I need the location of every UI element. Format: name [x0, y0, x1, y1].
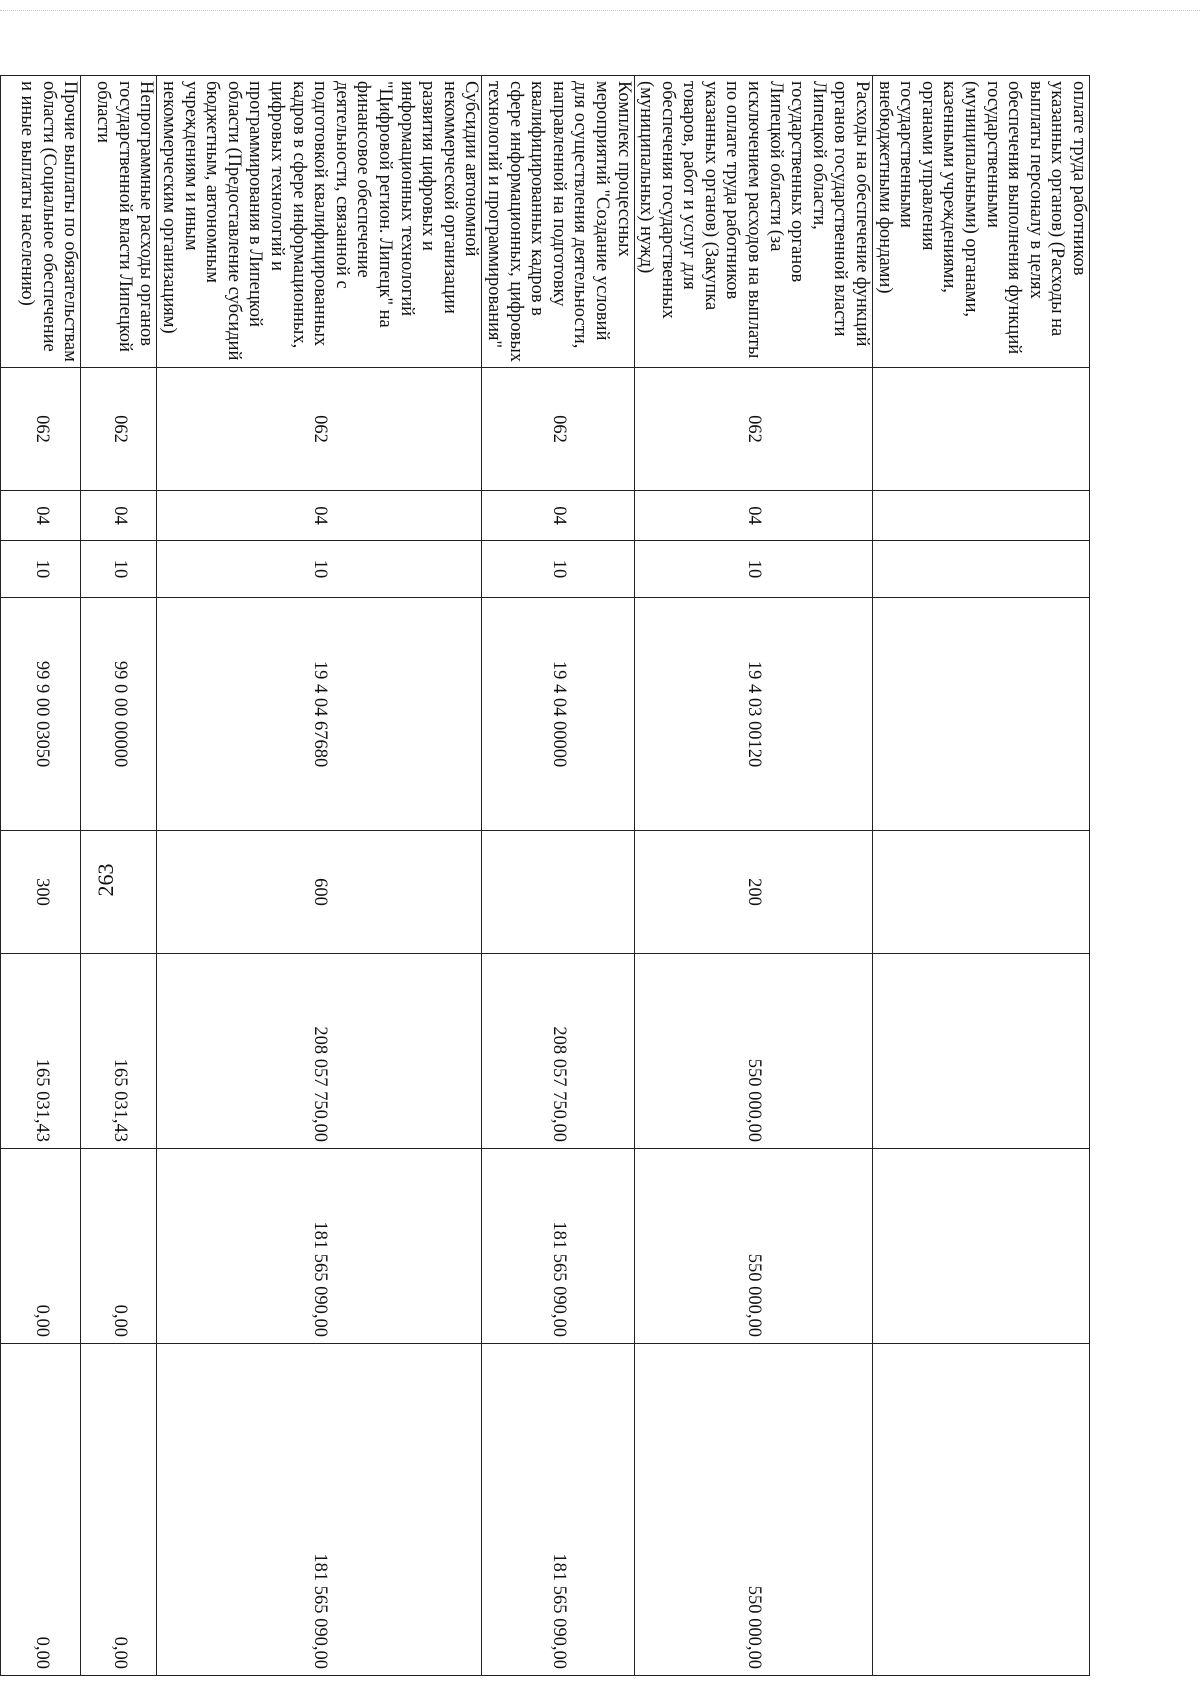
amount-year-2: 0,00 [1, 1149, 81, 1344]
subsection-code: 10 [634, 541, 873, 598]
table-row [81, 76, 157, 1676]
table-row [873, 76, 1090, 1676]
expense-type-code: 300 [1, 831, 81, 954]
amount-year-3: 181 565 090,00 [157, 1344, 482, 1676]
amount-year-2: 550 000,00 [634, 1149, 873, 1344]
row-name: Субсидии автономной некоммерческой организации развития цифровых и информационных технологий "Цифровой регион. Липецк" на финансовое обеспечение деятельности, связанной с подготовкой квалифицированных кадров в сфере информационных, цифровых технологий и программирования в Липецкой области (Предоставление субсидий бюджетным, автономным учреждениям и иным некоммерческим организациям) [157, 76, 482, 368]
row-name: Расходы на обеспечение функций органов государственной власти Липецкой области, государственных органов Липецкой области (за исключением расходов на выплаты по оплате труда работников указанных органов) (Закупка товаров, работ и услуг для обеспечения государственных (муниципальных) нужд) [634, 76, 873, 368]
amount-year-3: 0,00 [81, 1344, 157, 1676]
ved-code: 062 [157, 368, 482, 491]
section-code: 04 [482, 491, 634, 541]
amount-year-2: 0,00 [81, 1149, 157, 1344]
expense-type-code [81, 831, 157, 954]
amount-year-3: 0,00 [1, 1344, 81, 1676]
amount-year-2: 181 565 090,00 [482, 1149, 634, 1344]
amount-year-3: 181 565 090,00 [482, 1344, 634, 1676]
section-code [873, 491, 1090, 541]
row-name: Комплекс процессных мероприятий "Создание условий для осуществления деятельности, направленной на подготовку квалифицированных кадров в сфере информационных, цифровых технологий и программирования" [482, 76, 634, 368]
subsection-code: 10 [157, 541, 482, 598]
ved-code: 062 [81, 368, 157, 491]
amount-year-3 [873, 1344, 1090, 1676]
target-article-code: 19 4 04 67680 [157, 598, 482, 831]
expense-type-code [873, 831, 1090, 954]
page-number: 263 [93, 863, 118, 897]
table-row [482, 76, 634, 1676]
budget-table [0, 75, 1090, 1676]
target-article-code: 99 0 00 00000 [81, 598, 157, 831]
expense-type-code: 200 [634, 831, 873, 954]
target-article-code: 19 4 03 00120 [634, 598, 873, 831]
row-name: Непрограммные расходы органов государственной власти Липецкой области [81, 76, 157, 368]
amount-year-1: 165 031,43 [1, 954, 81, 1149]
amount-year-1: 208 057 750,00 [482, 954, 634, 1149]
row-name: Прочие выплаты по обязательствам области (Социальное обеспечение и иные выплаты населению) [1, 76, 81, 368]
subsection-code: 10 [1, 541, 81, 598]
amount-year-3: 550 000,00 [634, 1344, 873, 1676]
section-code: 04 [81, 491, 157, 541]
expense-type-code: 600 [157, 831, 482, 954]
table-row [157, 76, 482, 1676]
amount-year-1: 165 031,43 [81, 954, 157, 1149]
table-row [1, 76, 81, 1676]
target-article-code [873, 598, 1090, 831]
scan-artifact-line [0, 10, 1200, 11]
section-code: 04 [157, 491, 482, 541]
ved-code: 062 [1, 368, 81, 491]
subsection-code: 10 [81, 541, 157, 598]
target-article-code: 99 9 00 03050 [1, 598, 81, 831]
expense-type-code [482, 831, 634, 954]
target-article-code: 19 4 04 00000 [482, 598, 634, 831]
section-code: 04 [634, 491, 873, 541]
ved-code: 062 [482, 368, 634, 491]
amount-year-1: 208 057 750,00 [157, 954, 482, 1149]
ved-code: 062 [634, 368, 873, 491]
subsection-code [873, 541, 1090, 598]
amount-year-2 [873, 1149, 1090, 1344]
amount-year-1: 550 000,00 [634, 954, 873, 1149]
section-code: 04 [1, 491, 81, 541]
subsection-code: 10 [482, 541, 634, 598]
amount-year-1 [873, 954, 1090, 1149]
amount-year-2: 181 565 090,00 [157, 1149, 482, 1344]
table-row [634, 76, 873, 1676]
row-name: оплате труда работников указанных органов) (Расходы на выплаты персоналу в целях обеспечения выполнения функций государственными (муниципальными) органами, казенными учреждениями, органами управления государственными внебюджетными фондами) [873, 76, 1090, 368]
ved-code [873, 368, 1090, 491]
